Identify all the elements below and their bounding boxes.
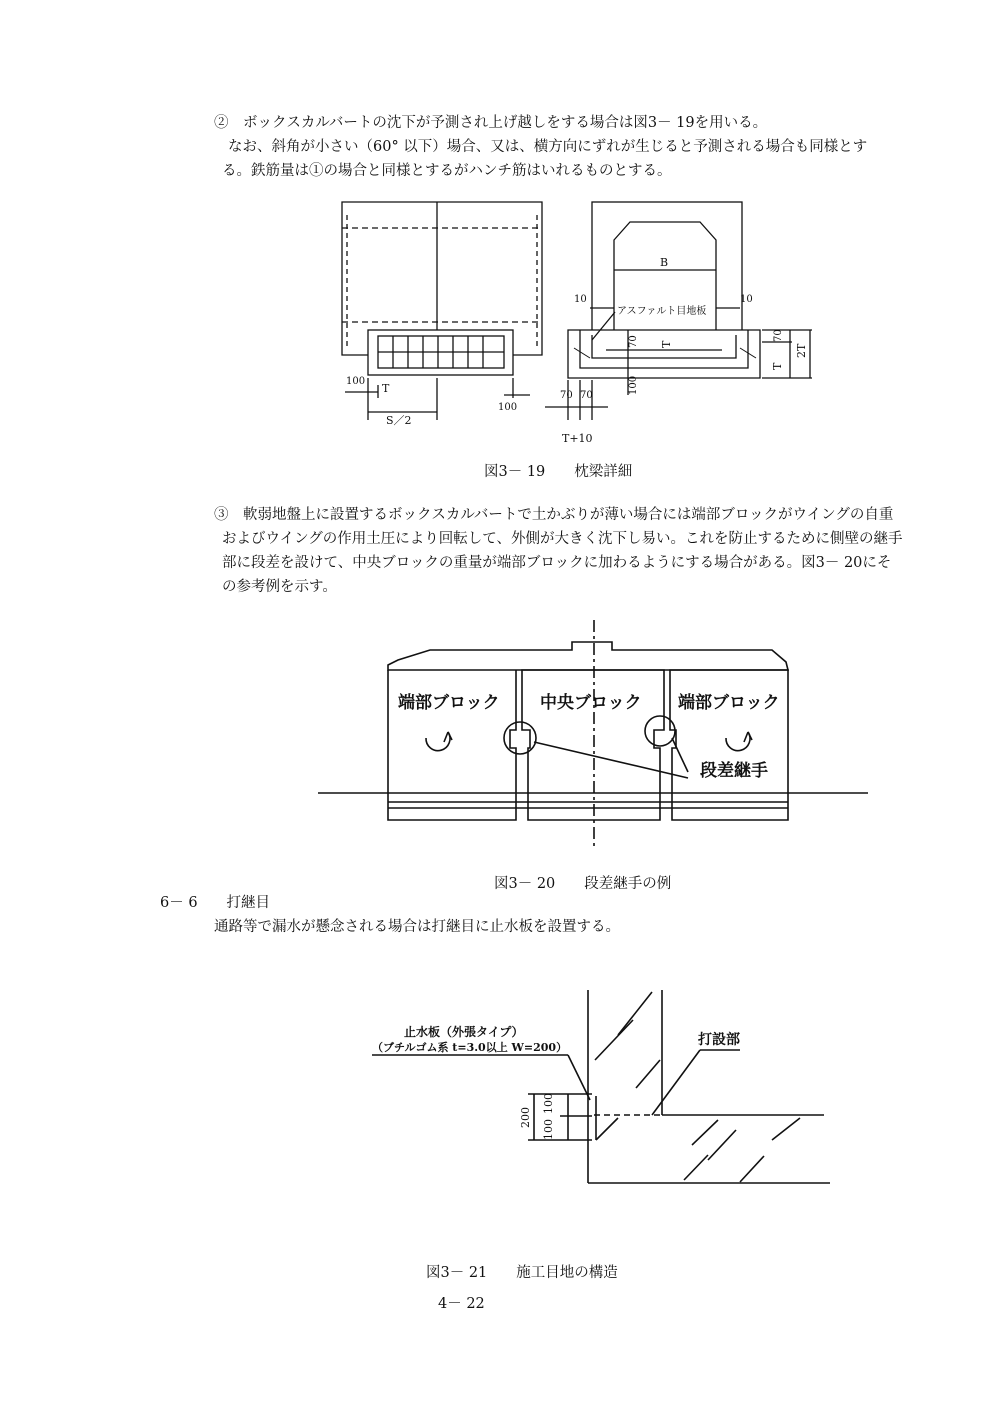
fig19-label-s2: S／2 [386,414,412,427]
para2-line1: ② ボックスカルバートの沈下が予測され上げ越しをする場合は図3－ 19を用いる。 [214,115,768,131]
fig21-label-waterstop2: （ブチルゴム系 t=3.0以上 W=200） [372,1041,568,1054]
fig19-label-70r: 70 [773,329,784,342]
fig19-caption: 図3－ 19 枕梁詳細 [484,464,633,480]
fig19-label-t-inner: T [660,340,673,348]
fig19-label-100v: 100 [628,375,639,395]
fig19-label-70b: 70 [580,390,593,401]
section-heading: 6－ 6 打継目 [160,895,271,911]
fig19-label-t-right: T [771,362,784,370]
page-number: 4－ 22 [438,1296,485,1312]
fig20-label-end-left: 端部ブロック [398,693,500,713]
fig20-label-center: 中央ブロック [540,693,642,713]
para3-line3: 部に段差を設けて、中央ブロックの重量が端部ブロックに加わるようにする場合がある。図3－ 20にそ [222,555,892,571]
fig21-label-200: 200 [519,1107,532,1128]
fig21-label-100b: 100 [542,1119,555,1140]
para2-line2: なお、斜角が小さい（60° 以下）場合、又は、横方向にずれが生じると予測される場合も同様とす [228,139,868,155]
fig19-label-t10: T+10 [562,432,593,445]
fig20-label-end-right: 端部ブロック [678,693,780,713]
fig19-label-70v: 70 [628,335,639,348]
fig20-label-joint: 段差継手 [700,761,768,781]
fig19-label-70a: 70 [560,390,573,401]
fig19-label-ten-right: 10 [740,294,753,305]
fig21-label-waterstop1: 止水板（外張タイプ） [404,1025,524,1039]
fig21-caption: 図3－ 21 施工目地の構造 [426,1265,618,1281]
fig19-label-2t: 2T [795,343,808,358]
fig19-label-t-l: T [382,382,390,395]
para2-line3: る。鉄筋量は①の場合と同様とするがハンチ筋はいれるものとする。 [222,163,672,179]
para3-line2: およびウイングの作用土圧により回転して、外側が大きく沈下し易い。これを防止するために側壁の継手 [222,531,903,547]
fig21-label-100a: 100 [542,1093,555,1114]
fig19-label-100l: 100 [346,376,366,387]
fig19-label-ten-left: 10 [574,294,587,305]
para3-line4: の参考例を示す。 [222,579,337,595]
para3-line1: ③ 軟弱地盤上に設置するボックスカルバートで土かぶりが薄い場合には端部ブロックがウイングの自重 [214,507,894,523]
fig20-caption: 図3－ 20 段差継手の例 [494,876,672,892]
fig21-label-casting: 打設部 [698,1032,740,1048]
fig19-label-100r: 100 [498,402,518,413]
fig19-label-asphalt: アスファルト目地板 [617,306,707,317]
fig19-label-b: B [660,256,669,269]
section-body: 通路等で漏水が懸念される場合は打継目に止水板を設置する。 [214,919,620,935]
